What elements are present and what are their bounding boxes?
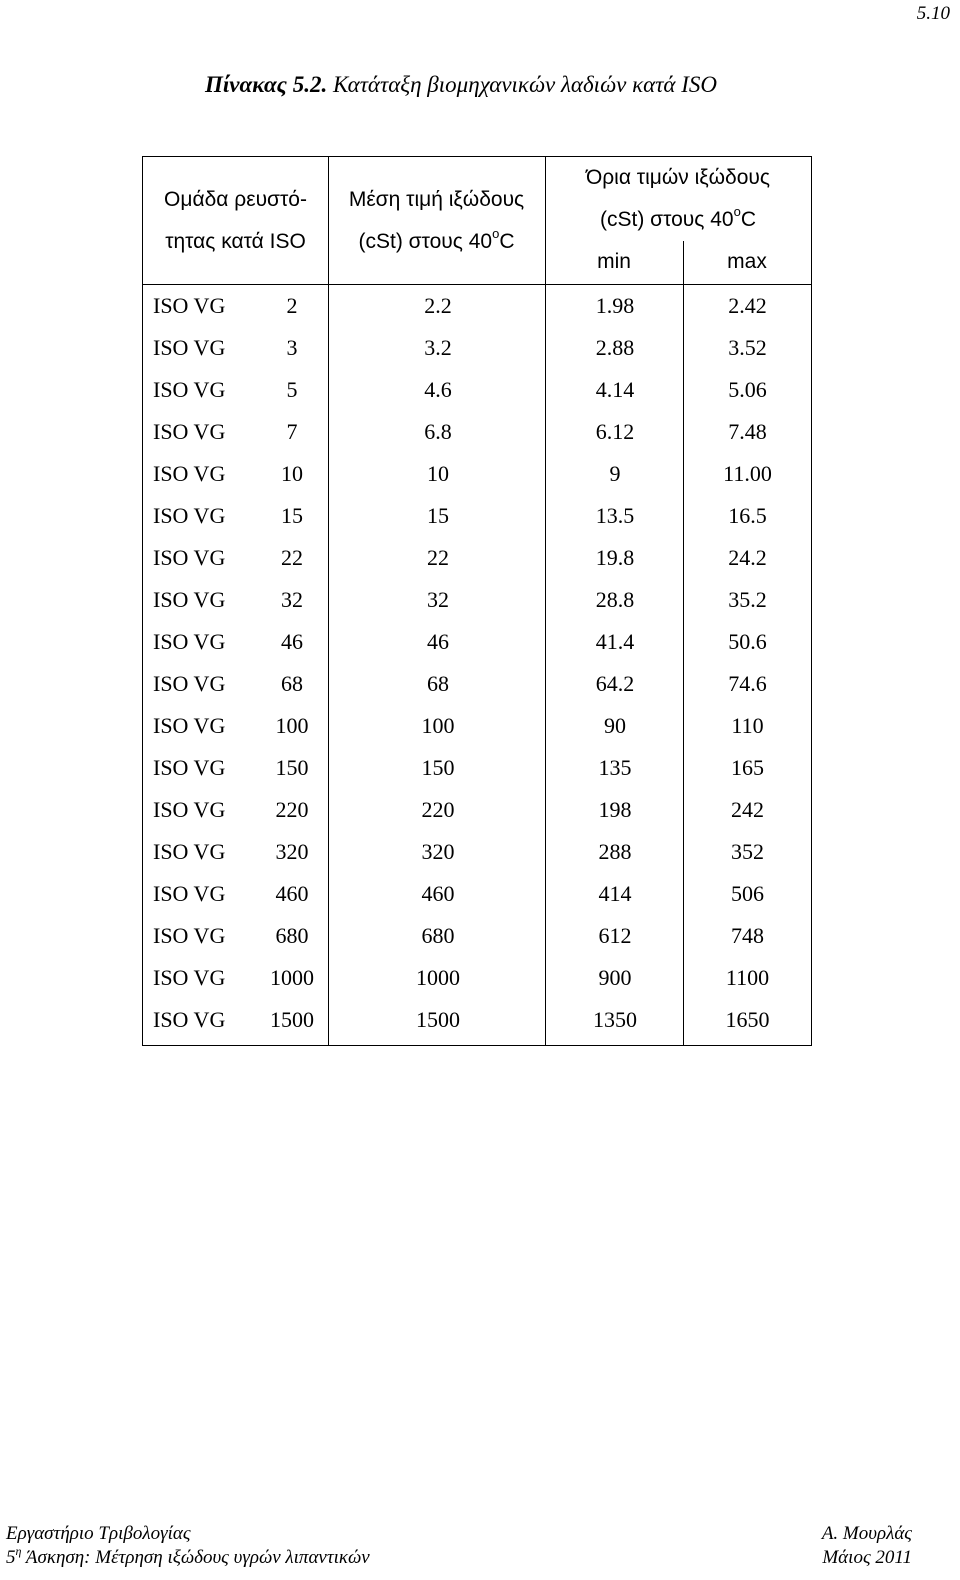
table-row <box>143 831 811 873</box>
header-group <box>143 179 328 263</box>
cell-min: 28.8 <box>595 587 635 612</box>
cell-max: 1100 <box>725 965 770 990</box>
cell-mean: 2.2 <box>424 293 452 318</box>
cell-min: 288 <box>598 839 632 864</box>
footer-date: Μάιος 2011 <box>822 1547 912 1568</box>
cell-iso: ISO VG <box>153 881 226 906</box>
cell-max: 748 <box>731 923 764 948</box>
cell-max: 16.5 <box>728 503 767 528</box>
cell-min: 2.88 <box>595 335 635 360</box>
cell-iso: ISO VG <box>153 587 226 612</box>
table-row <box>143 285 811 327</box>
page-number: 5.10 <box>916 3 950 24</box>
cell-mean: 220 <box>421 797 455 822</box>
table-row <box>143 411 811 453</box>
cell-max: 242 <box>731 797 764 822</box>
cell-mean: 22 <box>427 545 449 570</box>
cell-mean: 68 <box>427 671 449 696</box>
cell-min: 19.8 <box>595 545 635 570</box>
cell-iso: ISO VG <box>153 713 226 738</box>
cell-grade: 10 <box>281 461 303 486</box>
cell-iso: ISO VG <box>153 755 226 780</box>
cell-min: 9 <box>609 461 621 486</box>
table-row <box>143 873 811 915</box>
cell-iso: ISO VG <box>153 293 226 318</box>
table-row <box>143 621 811 663</box>
table-row <box>143 999 811 1041</box>
cell-grade: 32 <box>281 587 303 612</box>
table-row <box>143 537 811 579</box>
cell-iso: ISO VG <box>153 671 226 696</box>
cell-max: 352 <box>731 839 764 864</box>
cell-grade: 46 <box>281 629 303 654</box>
header-group-line2: τητας κατά ISO <box>165 230 306 253</box>
table-row <box>143 369 811 411</box>
cell-mean: 15 <box>427 503 449 528</box>
cell-grade: 3 <box>286 335 298 360</box>
footer-exercise: $5^\eta$ Άσκηση: Μέτρηση ιξώδους υγρών λιπαντικών <box>6 1544 370 1568</box>
header-limits-line2: (cSt) στους 40$^o$C <box>599 204 756 231</box>
header-limits-line1: Όρια τιμών ιξώδους <box>585 166 771 189</box>
cell-mean: 680 <box>421 923 455 948</box>
cell-min: 612 <box>598 923 632 948</box>
cell-mean: 46 <box>427 629 449 654</box>
cell-grade: 220 <box>275 797 309 822</box>
header-mean <box>328 179 545 263</box>
table-row <box>143 495 811 537</box>
cell-iso: ISO VG <box>153 377 226 402</box>
footer-lab: Εργαστήριο Τριβολογίας <box>6 1523 191 1544</box>
footer-author: Α. Μουρλάς <box>821 1523 912 1544</box>
cell-min: 135 <box>598 755 632 780</box>
cell-min: 4.14 <box>595 377 635 402</box>
cell-mean: 1000 <box>416 965 460 990</box>
cell-grade: 5 <box>286 377 298 402</box>
table-row <box>143 915 811 957</box>
cell-max: 11.00 <box>723 461 772 486</box>
cell-max: 1650 <box>725 1007 770 1032</box>
cell-iso: ISO VG <box>153 797 226 822</box>
cell-mean: 3.2 <box>424 335 452 360</box>
cell-max: 2.42 <box>728 293 767 318</box>
caption-label: Πίνακας 5.2. <box>205 72 328 97</box>
cell-min: 198 <box>598 797 632 822</box>
cell-iso: ISO VG <box>153 629 226 654</box>
cell-min: 900 <box>598 965 632 990</box>
cell-iso: ISO VG <box>153 1007 226 1032</box>
cell-min: 6.12 <box>595 419 635 444</box>
cell-mean: 460 <box>421 881 455 906</box>
cell-grade: 150 <box>275 755 309 780</box>
cell-mean: 320 <box>421 839 455 864</box>
cell-max: 165 <box>731 755 764 780</box>
cell-iso: ISO VG <box>153 923 226 948</box>
cell-iso: ISO VG <box>153 419 226 444</box>
cell-iso: ISO VG <box>153 503 226 528</box>
table-body <box>143 285 811 1041</box>
cell-min: 13.5 <box>595 503 635 528</box>
cell-max: 35.2 <box>728 587 767 612</box>
cell-iso: ISO VG <box>153 545 226 570</box>
cell-grade: 1500 <box>270 1007 314 1032</box>
cell-mean: 150 <box>421 755 455 780</box>
iso-viscosity-table <box>142 156 812 1046</box>
cell-max: 7.48 <box>728 419 767 444</box>
cell-max: 50.6 <box>728 629 767 654</box>
cell-grade: 320 <box>275 839 309 864</box>
cell-iso: ISO VG <box>153 965 226 990</box>
cell-min: 1350 <box>593 1007 637 1032</box>
cell-grade: 2 <box>286 293 298 318</box>
table-row <box>143 663 811 705</box>
header-limits <box>545 157 811 241</box>
cell-grade: 1000 <box>270 965 314 990</box>
table-row <box>143 579 811 621</box>
table-row <box>143 747 811 789</box>
cell-min: 41.4 <box>595 629 635 654</box>
cell-mean: 1500 <box>416 1007 460 1032</box>
cell-mean: 4.6 <box>424 377 452 402</box>
cell-max: 5.06 <box>728 377 767 402</box>
table-row <box>143 453 811 495</box>
header-min: min <box>597 250 631 273</box>
cell-min: 1.98 <box>595 293 635 318</box>
cell-grade: 15 <box>281 503 303 528</box>
cell-iso: ISO VG <box>153 335 226 360</box>
cell-grade: 460 <box>275 881 309 906</box>
cell-max: 110 <box>731 713 764 738</box>
table-row <box>143 705 811 747</box>
header-mean-line1: Μέση τιμή ιξώδους <box>348 188 525 211</box>
header-group-line1: Ομάδα ρευστό- <box>164 188 307 211</box>
cell-iso: ISO VG <box>153 839 226 864</box>
table-row <box>143 327 811 369</box>
cell-mean: 10 <box>427 461 449 486</box>
cell-iso: ISO VG <box>153 461 226 486</box>
cell-grade: 100 <box>275 713 309 738</box>
table-caption <box>205 72 717 98</box>
cell-mean: 6.8 <box>424 419 452 444</box>
cell-min: 90 <box>604 713 626 738</box>
cell-grade: 22 <box>281 545 303 570</box>
header-max: max <box>727 250 767 273</box>
table-row <box>143 957 811 999</box>
cell-min: 414 <box>598 881 632 906</box>
cell-mean: 32 <box>427 587 449 612</box>
cell-grade: 7 <box>286 419 298 444</box>
cell-max: 506 <box>731 881 764 906</box>
header-mean-line2: (cSt) στους 40$^o$C <box>358 226 515 253</box>
cell-max: 74.6 <box>728 671 767 696</box>
cell-max: 24.2 <box>728 545 767 570</box>
cell-min: 64.2 <box>595 671 635 696</box>
cell-grade: 680 <box>275 923 309 948</box>
caption-text: Κατάταξη βιομηχανικών λαδιών κατά ISO <box>327 72 718 97</box>
cell-grade: 68 <box>281 671 303 696</box>
cell-mean: 100 <box>421 713 455 738</box>
table-row <box>143 789 811 831</box>
cell-max: 3.52 <box>728 335 767 360</box>
